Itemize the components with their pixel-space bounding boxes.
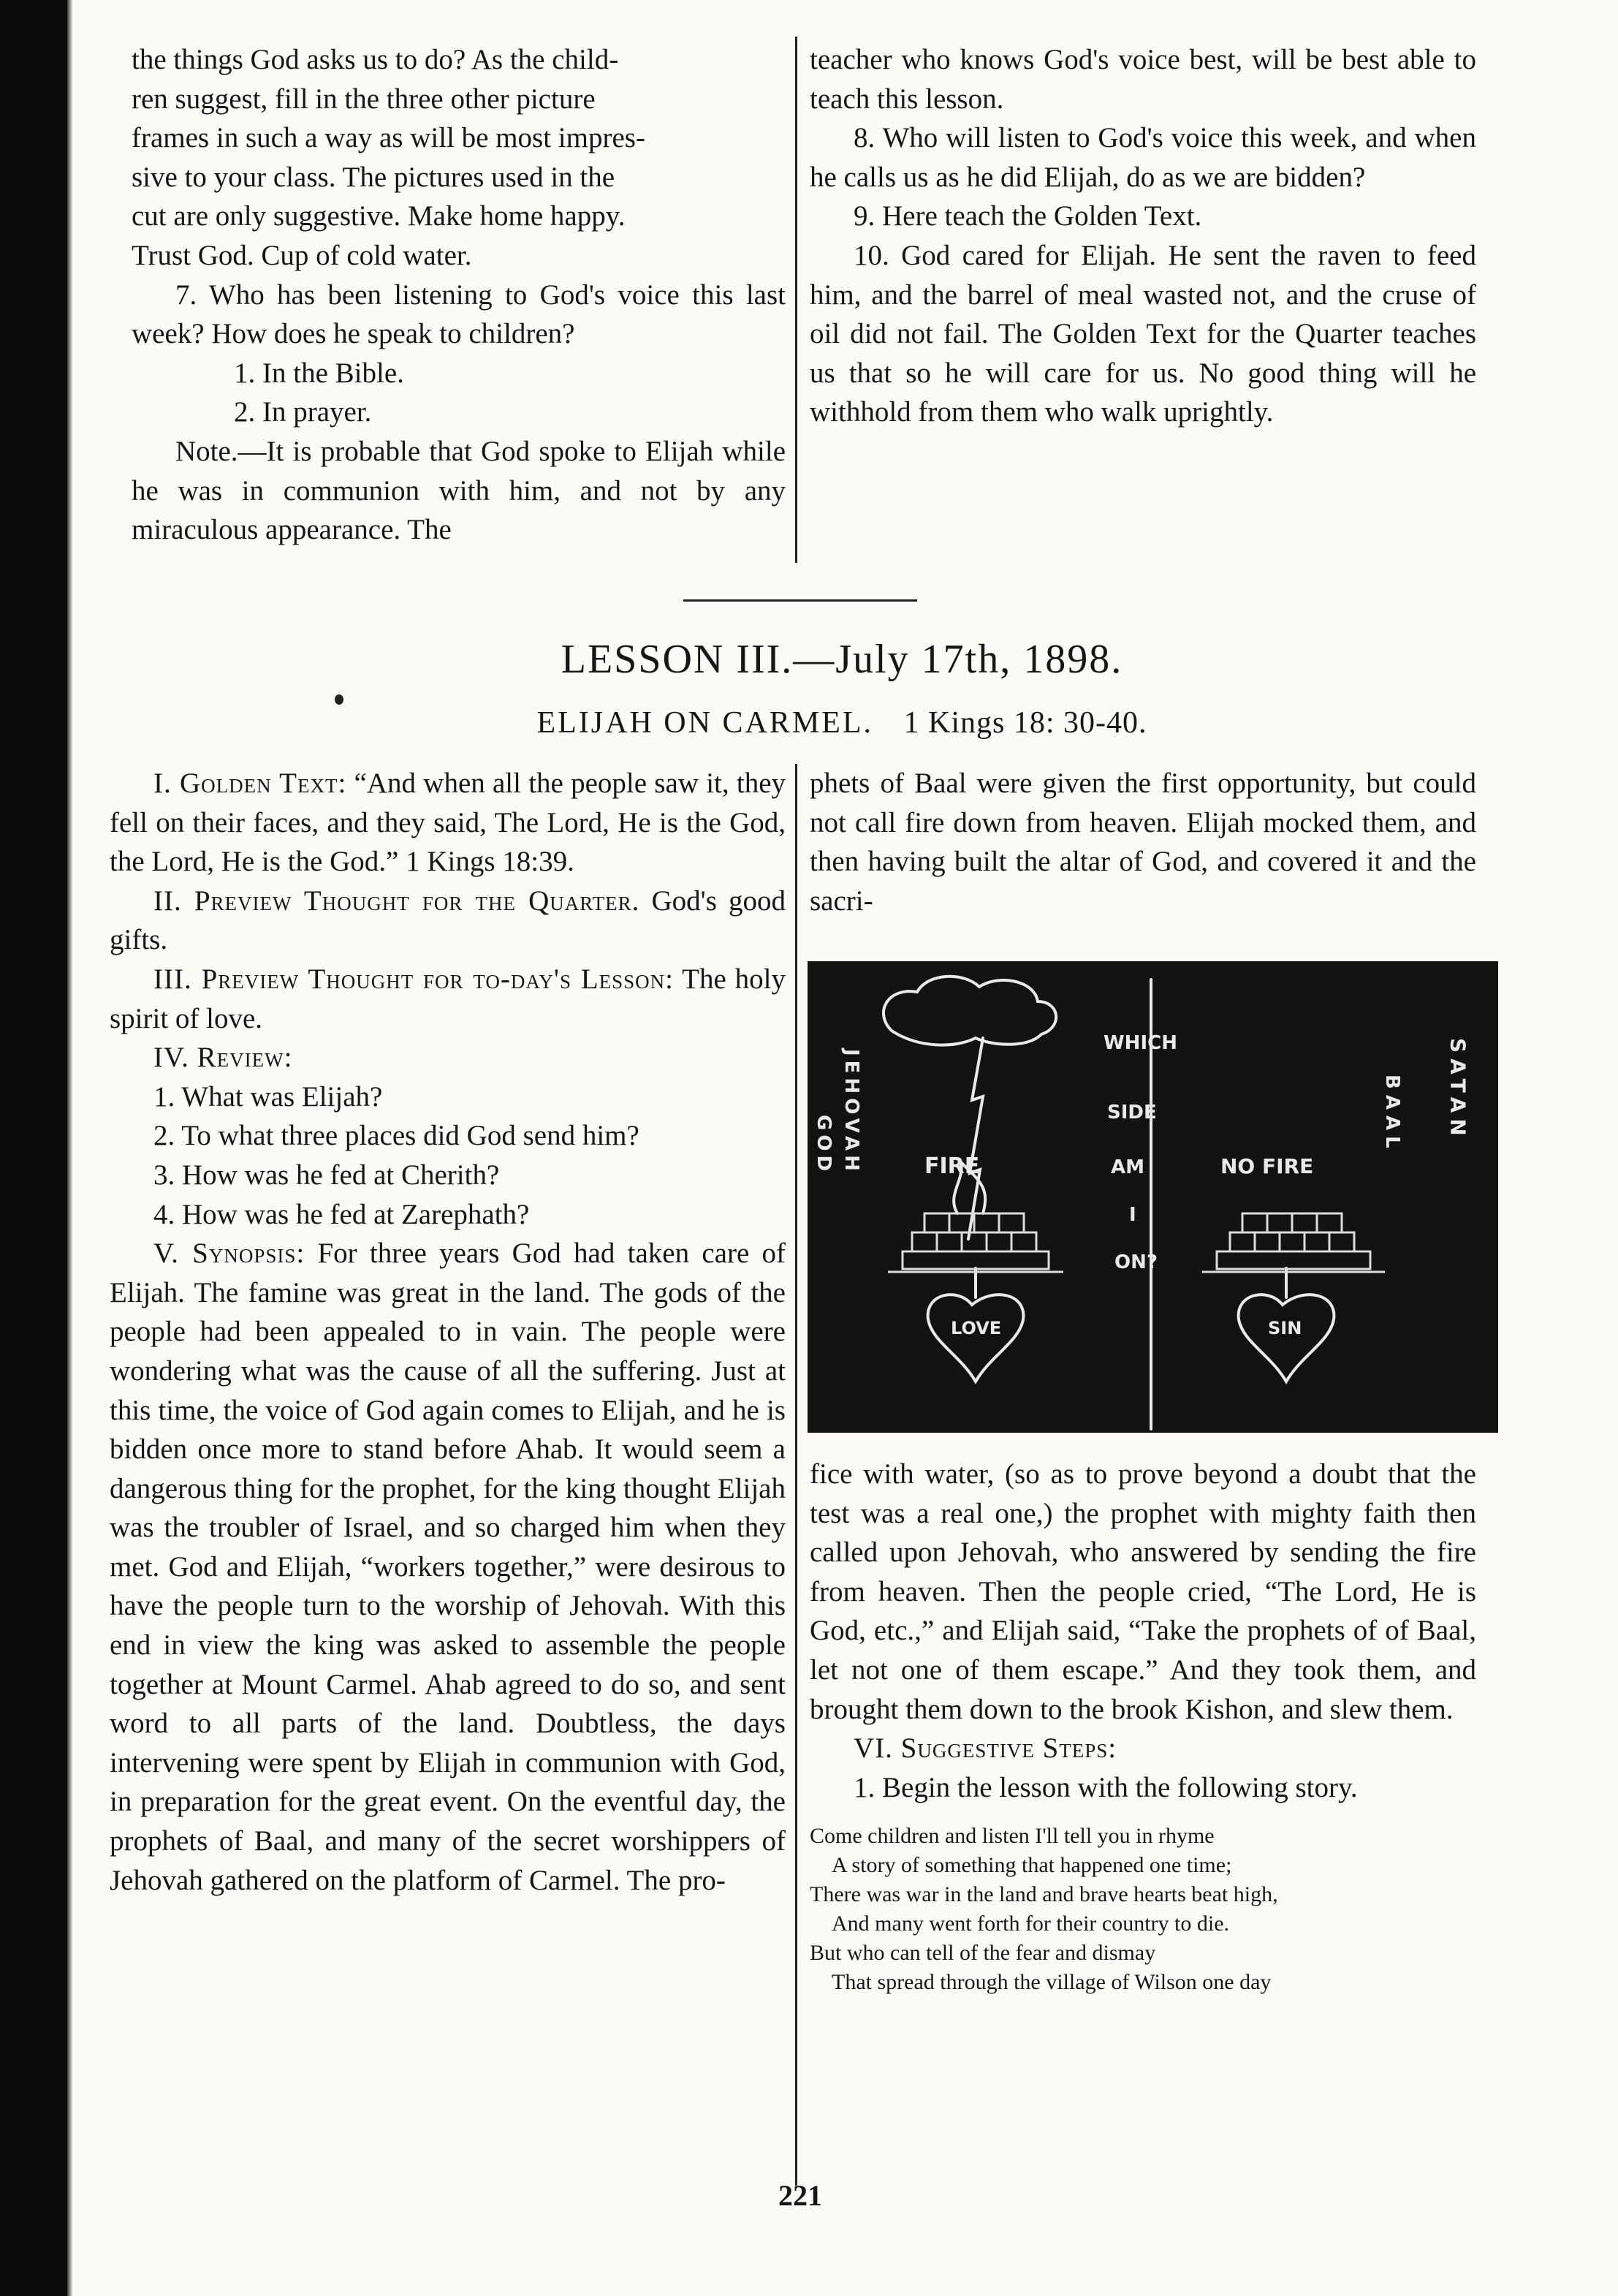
lesson-right-lower <box>810 1455 1476 1997</box>
golden-text-label: I. Golden Text: <box>153 768 347 799</box>
spine-edge <box>67 0 73 2296</box>
review-item: 2. To what three places did God send him? <box>153 1120 639 1152</box>
preview-quarter-text: God's good gifts. <box>110 884 786 956</box>
question-8: 8. Who will listen to God's voice this week, and when he calls us as he did Elijah, do as we are bidden? <box>810 122 1476 193</box>
right-lower-text: fice with water, (so as to prove beyond a doubt that the test was a real one,) the prophet with mighty faith then called upon Jehovah, who answered by sending the fire from heaven. Then the people cried, “The Lord, He is God, etc.,” and Elijah said, “Take the prophets of of Baal, let not one of them escape.” And they took them, and brought them down to the brook Kishon, and slew them. <box>810 1458 1476 1725</box>
top-left-column <box>132 40 786 550</box>
intro-line: frames in such a way as will be most impres- <box>132 122 645 154</box>
lesson-topic: ELIJAH ON CARMEL. <box>536 706 873 740</box>
golden-text <box>110 764 786 882</box>
love-label: LOVE <box>951 1318 1002 1338</box>
intro-line: cut are only suggestive. Make home happy. <box>132 200 626 232</box>
poem-line: That spread through the village of Wilson one day <box>832 1970 1272 1995</box>
golden-text-body: “And when all the people saw it, they fell on their faces, and they said, The Lord, He is the God, the Lord, He is the God.” 1 Kings 18:39. <box>110 768 786 878</box>
note-paragraph: Note.—It is probable that God spoke to Elijah while he was in communion with him, and not by any miraculous appearance. The <box>132 435 786 546</box>
synopsis-label: V. Synopsis: <box>153 1238 305 1270</box>
review-item: 1. What was Elijah? <box>153 1080 383 1113</box>
poem-line: A story of something that happened one time; <box>832 1853 1232 1878</box>
intro-line: ren suggest, fill in the three other picture <box>132 83 596 115</box>
question-9: 9. Here teach the Golden Text. <box>854 200 1202 232</box>
fire-label: FIRE <box>924 1153 980 1179</box>
book-spine-shadow <box>0 0 67 2296</box>
review-item: 4. How was he fed at Zarephath? <box>153 1198 530 1230</box>
preview-lesson <box>110 960 786 1038</box>
top-column-divider <box>795 37 797 563</box>
print-speck <box>335 694 343 705</box>
sin-label: SIN <box>1268 1318 1302 1338</box>
question-7-item: 2. In prayer. <box>234 396 372 428</box>
blackboard-illustration <box>808 961 1498 1433</box>
poem <box>810 1822 1476 1997</box>
satan-label: SATAN <box>1446 1038 1470 1142</box>
top-right-column <box>810 40 1476 432</box>
cloud-shape <box>884 977 1056 1045</box>
on-label: ON? <box>1114 1251 1158 1273</box>
intro-line: Trust God. Cup of cold water. <box>132 239 472 271</box>
preview-lesson-text: The holy spirit of love. <box>110 963 786 1034</box>
lesson-left-column <box>110 764 786 1900</box>
no-fire-label: NO FIRE <box>1220 1154 1314 1178</box>
lesson-reference: 1 Kings 18: 30-40. <box>903 706 1147 740</box>
review-label: IV. Review: <box>153 1042 293 1074</box>
synopsis-text: For three years God had taken care of Elijah. The famine was great in the land. The gods of the people had been appealed to in vain. The people were wondering what was the cause of all the suffering. Just at this time, the voice of God again comes to Elijah, and he is bidden once more to stand before Ahab. It would seem a dangerous thing for the prophet, for the king thought Elijah was the troubler of Israel, and so charged him when they met. God and Elijah, “workers together,” were desirous to have the people turn to the worship of Jehovah. With this end in view the king was asked to assemble the people together at Mount Carmel. Ahab agreed to do so, and sent word to all parts of the land. Doubtless, the days intervening were spent by Elijah in communion with God, in preparation for the great event. On the eventful day, the prophets of Baal, and many of the secret worshippers of Jehovah gathered on the platform of Carmel. The pro- <box>110 1238 786 1896</box>
intro-line: sive to your class. The pictures used in the <box>132 161 615 193</box>
god-label: GOD <box>813 1115 835 1176</box>
preview-lesson-label: III. Preview Thought for to-day's Lesson: <box>153 963 675 995</box>
am-label: AM <box>1111 1156 1144 1178</box>
question-7-item: 1. In the Bible. <box>234 357 404 389</box>
poem-line: And many went forth for their country to die. <box>832 1912 1230 1936</box>
preview-quarter <box>110 882 786 960</box>
teacher-paragraph: teacher who knows God's voice best, will be best able to teach this lesson. <box>810 44 1476 115</box>
jehovah-label: JEHOVAH <box>840 1049 862 1175</box>
synopsis <box>110 1234 786 1900</box>
preview-quarter-label: II. Preview Thought for the Quarter. <box>153 884 640 917</box>
step-1: 1. Begin the lesson with the following story. <box>854 1771 1358 1803</box>
side-label: SIDE <box>1107 1102 1157 1124</box>
review-item: 3. How was he fed at Cherith? <box>153 1159 500 1191</box>
jehovah-altar <box>888 1213 1063 1272</box>
poem-line: But who can tell of the fear and dismay <box>810 1941 1156 1966</box>
suggestive-steps-label: VI. Suggestive Steps: <box>854 1732 1117 1765</box>
lesson-title: LESSON III.—July 17th, 1898. <box>561 637 1123 682</box>
lesson-right-upper <box>810 764 1476 920</box>
lightning-bolt <box>968 1038 983 1239</box>
baal-label: BAAL <box>1381 1075 1403 1154</box>
right-upper-text: phets of Baal were given the first opportunity, but could not call fire down from heaven. Elijah mocked them, and then having built the altar of God, and covered it and the sacri- <box>810 768 1476 917</box>
baal-altar <box>1202 1213 1385 1272</box>
lesson-subtitle <box>66 705 1618 740</box>
section-divider <box>683 599 917 602</box>
i-label: I <box>1129 1204 1136 1226</box>
which-label: WHICH <box>1104 1032 1177 1054</box>
poem-line: Come children and listen I'll tell you in rhyme <box>810 1824 1215 1849</box>
question-10: 10. God cared for Elijah. He sent the raven to feed him, and the barrel of meal wasted not, and the cruse of oil did not fail. The Golden Text for the Quarter teaches us that so he will care for us. No good thing will he withhold from them who walk uprightly. <box>810 239 1476 428</box>
intro-line: the things God asks us to do? As the child- <box>132 44 619 75</box>
poem-line: There was war in the land and brave hearts beat high, <box>810 1882 1278 1907</box>
question-7: 7. Who has been listening to God's voice this last week? How does he speak to children? <box>132 279 786 350</box>
lesson-column-divider <box>795 764 797 2186</box>
page-number: 221 <box>778 2179 822 2212</box>
illustration-svg <box>808 961 1498 1433</box>
